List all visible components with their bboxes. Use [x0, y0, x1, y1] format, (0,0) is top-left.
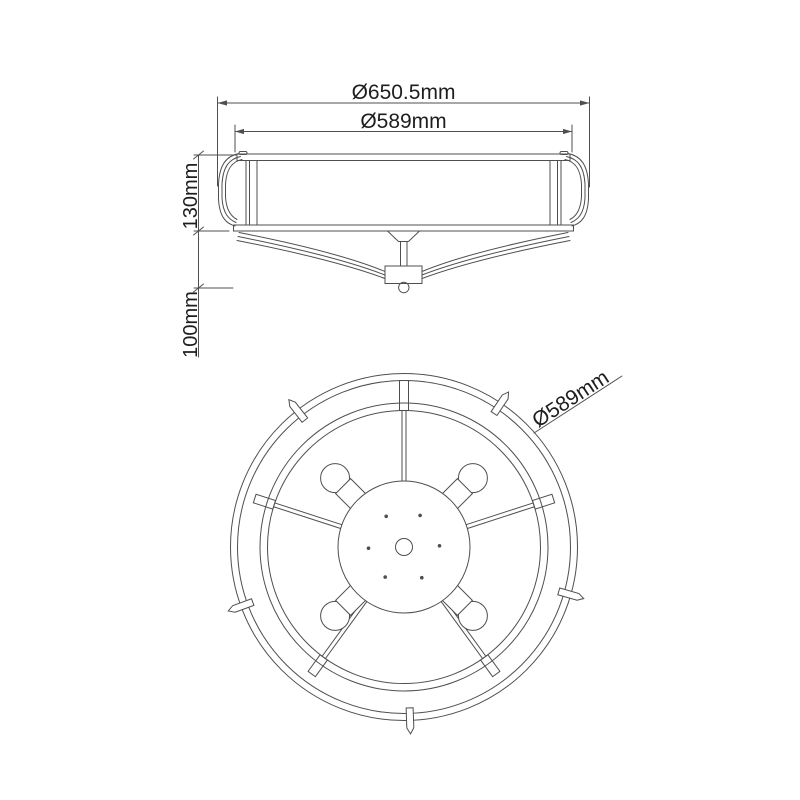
arrowhead-left: [218, 100, 228, 105]
scallop-left: [226, 160, 243, 220]
arm-left: [237, 241, 385, 279]
dim-label-shade-diameter: Ø589mm: [360, 110, 447, 133]
dim-plan-diameter: [528, 366, 622, 433]
dim-label-plan-diameter: Ø589mm: [528, 365, 614, 433]
dim-shade-diameter: [235, 110, 572, 152]
arm-left: [238, 237, 385, 276]
spoke-bracket: [253, 494, 275, 509]
finial-block: [385, 266, 422, 284]
arm-right: [422, 233, 568, 272]
stem-cone: [388, 231, 420, 242]
arm-right: [422, 237, 569, 276]
mounting-tab: [286, 397, 308, 422]
dim-outer-diameter: [218, 81, 590, 187]
mounting-tab: [406, 708, 414, 734]
scallop-right: [565, 160, 582, 220]
mounting-tab: [227, 599, 254, 614]
side-view: [180, 81, 590, 358]
arm-left: [239, 233, 385, 272]
arrowhead-right: [563, 129, 572, 134]
spoke-top: [400, 381, 409, 482]
screw-hole: [418, 514, 422, 518]
arm-right: [422, 241, 570, 279]
spoke-bracket: [532, 494, 554, 509]
arrowhead-right: [580, 100, 590, 105]
dim-label-body-height: 130mm: [180, 162, 202, 230]
screw-hole: [384, 515, 388, 519]
rim-nub-right: [560, 152, 568, 155]
spoke-bracket: [308, 655, 327, 677]
bottom-rim-band: [234, 225, 574, 231]
spoke-upper-left: [253, 494, 342, 531]
rim-nub-left: [239, 152, 247, 155]
dim-label-drop-height: 100mm: [180, 291, 202, 358]
fixture-side: [219, 152, 589, 293]
screw-hole: [420, 576, 424, 580]
plan-view: [227, 366, 622, 734]
dim-heights: [180, 151, 237, 358]
dim-label-outer-diameter: Ø650.5mm: [351, 81, 456, 104]
screw-hole: [367, 546, 371, 550]
screw-hole: [438, 544, 442, 548]
arrowhead-left: [235, 129, 244, 134]
spoke-bracket: [481, 655, 500, 677]
top-rim-band: [237, 154, 570, 161]
spoke-upper-right: [465, 494, 554, 531]
spoke-bracket: [400, 381, 409, 411]
mounting-plate-circle: [338, 481, 470, 613]
screw-hole: [383, 575, 387, 579]
